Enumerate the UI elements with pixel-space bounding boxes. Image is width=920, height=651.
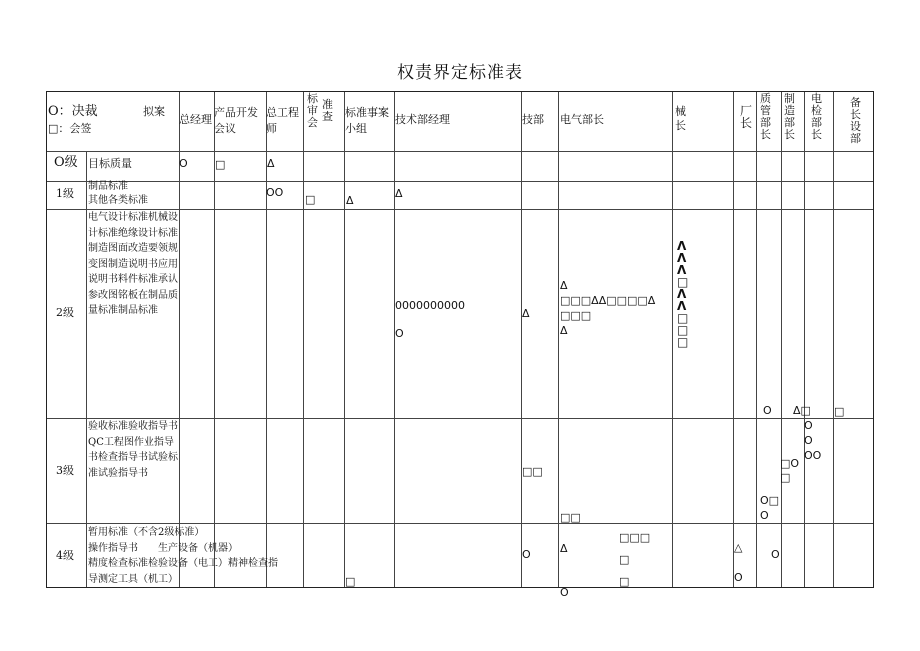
mark-std-review: □ [305,193,316,206]
legend-countersign: □：会签 [48,122,92,135]
mark-equipment: □ [834,405,845,418]
mark-tech-dept: O [522,548,531,561]
header-mech: 械长 [675,105,686,132]
header-manufacturing: 制造部长 [784,92,795,141]
header-misc: 厂长 [740,104,753,130]
mark-inspection: Δ□ [793,404,811,417]
col-divider [833,92,834,587]
mark-misc: △ O [734,541,743,584]
level-label: 2级 [56,306,74,319]
col-divider [733,92,734,587]
col-divider [672,92,673,587]
mark-quality: O□ O [760,494,780,522]
header-tech-dept: 技部 [522,113,544,126]
mark-product-dev: □ [215,158,226,171]
col-divider [86,151,87,587]
col-divider [521,92,522,587]
header-chief-engineer: 总工程师 [266,106,299,135]
row-content: 目标质量 [88,157,132,170]
col-divider [756,92,757,587]
mark-chief-engineer: Δ [267,157,275,170]
mark-std-office: □ [345,575,356,588]
mark-electric: □□ [560,511,581,524]
mark-tech-manager: 0000000000 O [395,299,465,340]
col-divider [303,92,304,587]
mark-quality: O [771,548,780,561]
header-product-dev: 产品开发会议 [214,106,258,135]
header-std-office: 标准事案小组 [345,106,389,135]
mark-inspection: O O OO [804,419,822,462]
legend-decide: O：决裁 [48,104,98,119]
header-quality: 质管部长 [760,92,771,141]
row-content: 制品标准 其他各类标准 [88,181,148,206]
level-label: 4级 [56,549,74,562]
row-divider [47,181,873,182]
mark-tech-dept: □□ [522,465,543,478]
row-divider [47,523,873,524]
header-gm: 总经理 [179,113,212,126]
mark-manufacturing: □O □ [780,457,800,484]
level-label: 3级 [56,464,74,477]
mark-gm: O [179,157,188,170]
col-divider [344,92,345,587]
mark-tech-dept: Δ [522,307,530,320]
header-equipment: 备长设部 [850,96,861,145]
row-divider [47,151,873,152]
header-electric: 电气部长 [560,113,604,126]
mark-quality: O [763,404,772,417]
level-label: 1级 [56,187,74,200]
col-divider [781,92,782,587]
row-content: 验收标准验收指导书QC工程图作业指导书检查指导书试验标准试验指导书 [88,421,178,479]
mark-electric: Δ □□□ΔΔ□□□□Δ □□□ Δ [560,279,656,337]
document-title: 权责界定标准表 [397,63,523,83]
mark-electric: Δ O [560,542,569,599]
mark-std-office: Δ [346,194,354,207]
header-inspection: 电检部长 [811,92,822,141]
col-divider [558,92,559,587]
mark-mech: □□□ □ □ [619,531,651,588]
header-tech-manager: 技术部经理 [395,113,450,126]
header-std-review-b: 准查 [322,98,333,123]
mark-chief-engineer: OO [266,186,284,199]
mark-tech-manager: Δ [395,187,403,200]
col-divider [804,92,805,587]
mark-mech: ΛΛΛ□ΛΛ□□□ [677,239,689,349]
legend-draft: 拟案 [143,105,165,118]
row-content: 暂用标准（不含2级标准） 操作指导书 生产设备（机器） 精度检查标准检验设备（电工）精神检查指 导测定工具（机工） [88,527,278,585]
level-label: O级 [54,155,78,170]
header-std-review-a: 标审会 [307,92,318,129]
row-content: 电气设计标准机械设计标准绝缘设计标准制造图面改造要领规变图制造说明书应用说明书料件标准承认参改图铭板在制品质量标准制品标准 [88,212,178,316]
